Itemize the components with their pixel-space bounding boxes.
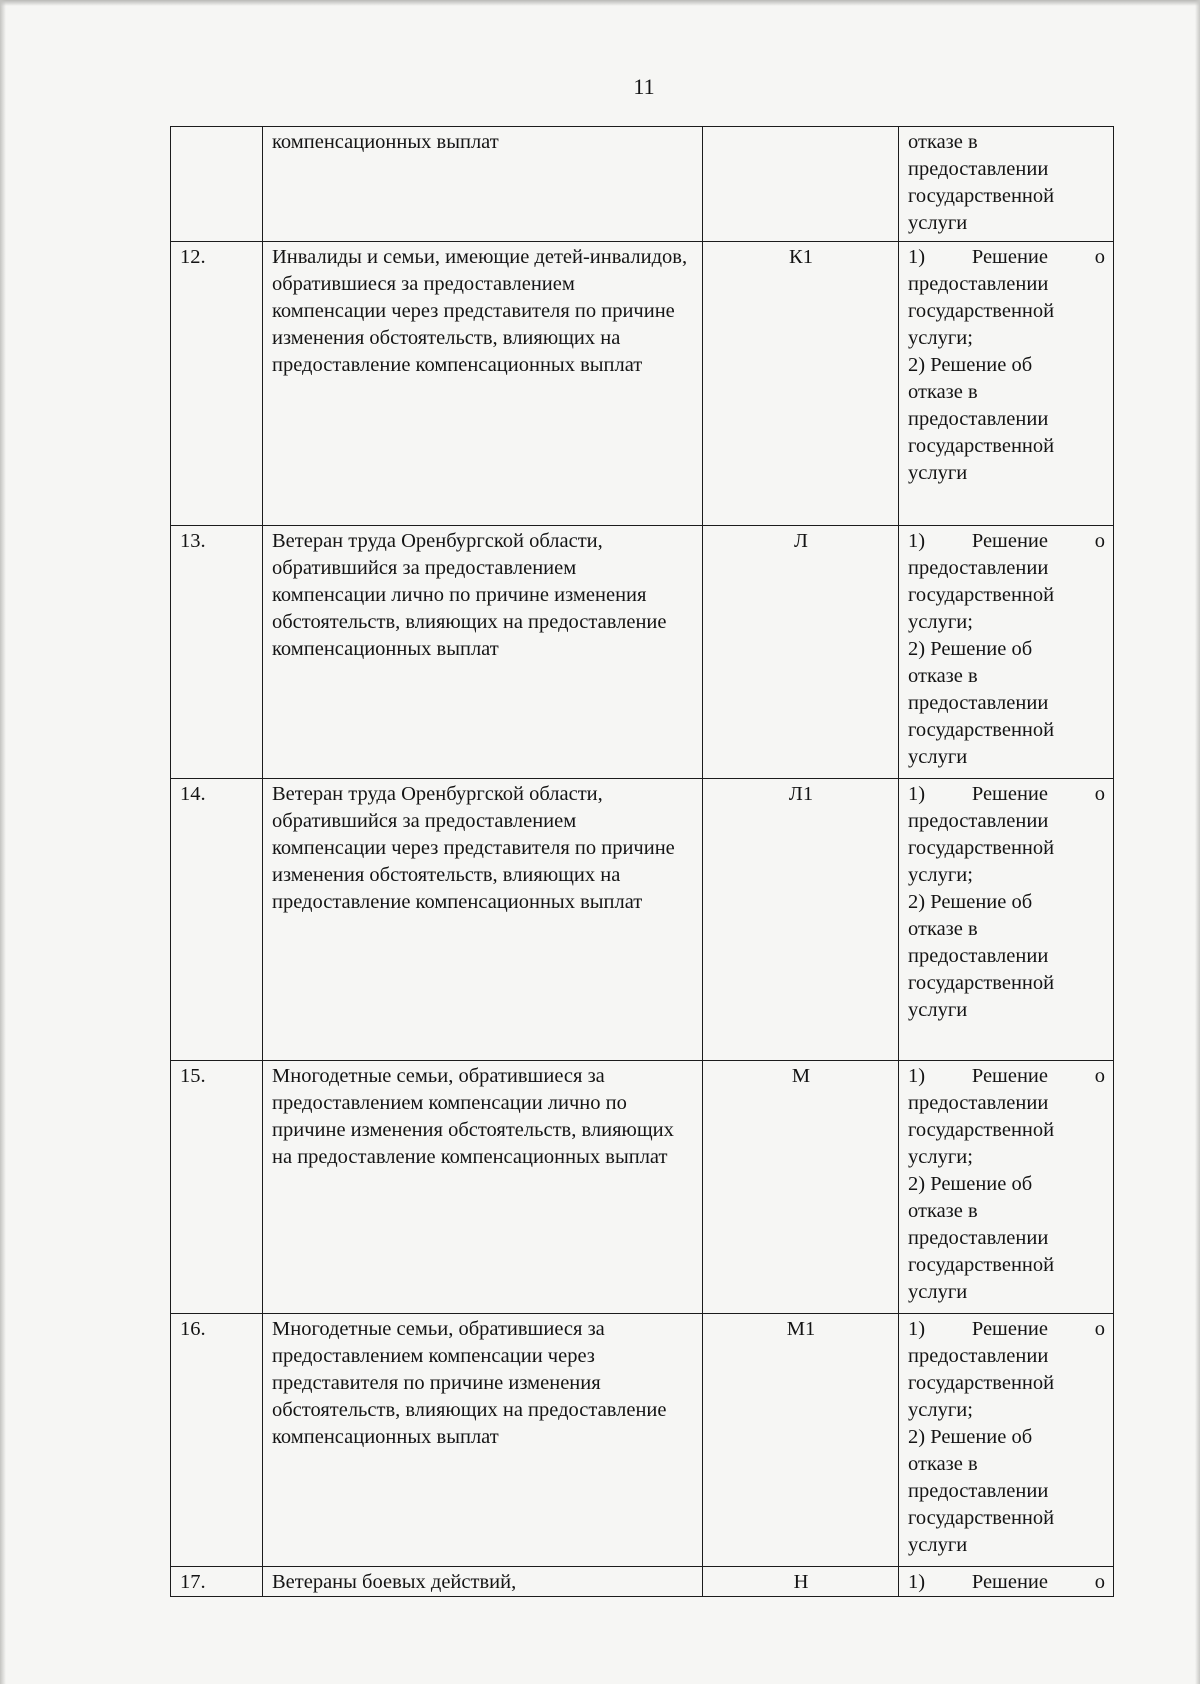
row-number: 14. [171, 779, 263, 1061]
row-number: 12. [171, 242, 263, 526]
result-line: отказе в [908, 918, 978, 940]
result-line: предоставлении [908, 1227, 1049, 1249]
applicant-category: Многодетные семьи, обратившиеся за предоставлением компенсации лично по причине изменения обстоятельств, влияющих на предоставление компенсационных выплат [263, 1061, 703, 1314]
result-line: услуги [908, 1281, 968, 1303]
scenario-code [703, 127, 899, 242]
result-line: государственной [908, 1507, 1055, 1529]
applicant-category: Многодетные семьи, обратившиеся за предоставлением компенсации через представителя по причине изменения обстоятельств, влияющих на предоставление компенсационных выплат [263, 1314, 703, 1567]
row-number: 13. [171, 526, 263, 779]
result-first-part: о [1094, 530, 1105, 552]
applicant-category: Ветеран труда Оренбургской области, обратившийся за предоставлением компенсации лично по причине изменения обстоятельств, влияющих на предоставление компенсационных выплат [263, 526, 703, 779]
service-result [899, 526, 1114, 779]
table-row [171, 1061, 1114, 1314]
result-line: отказе в [908, 1200, 978, 1222]
scan-shadow-left [0, 0, 6, 1684]
result-line: предоставлении [908, 273, 1049, 295]
result-first-part: о [1094, 1318, 1105, 1340]
scenario-code: Н [703, 1567, 899, 1597]
scan-shadow-right [1195, 0, 1200, 1684]
result-first-part: 1) [908, 530, 926, 552]
result-first-part: 1) [908, 1065, 926, 1087]
result-line: предоставлении [908, 1345, 1049, 1367]
result-first-line [908, 1569, 1105, 1596]
scenario-code: М [703, 1061, 899, 1314]
result-first-part: Решение [971, 783, 1048, 805]
result-line: государственной [908, 972, 1055, 994]
result-first-line [908, 781, 1105, 808]
result-first-part: Решение [971, 1571, 1048, 1593]
row-number: 15. [171, 1061, 263, 1314]
result-line: государственной [908, 1254, 1055, 1276]
result-first-line [908, 528, 1105, 555]
result-line: отказе в [908, 131, 978, 153]
result-first-part: 1) [908, 783, 926, 805]
result-line: предоставлении [908, 692, 1049, 714]
result-line: услуги; [908, 864, 973, 886]
scenario-code: Л [703, 526, 899, 779]
service-result [899, 1567, 1114, 1597]
result-line: предоставлении [908, 945, 1049, 967]
result-line: 2) Решение об [908, 354, 1033, 376]
row-number: 17. [171, 1567, 263, 1597]
result-first-part: 1) [908, 1571, 926, 1593]
services-table [170, 126, 1114, 1597]
result-line: услуги [908, 1534, 968, 1556]
result-line: государственной [908, 435, 1055, 457]
result-line: услуги; [908, 611, 973, 633]
result-first-part: о [1094, 1571, 1105, 1593]
table-row [171, 1314, 1114, 1567]
scenario-code: К1 [703, 242, 899, 526]
applicant-category: Инвалиды и семьи, имеющие детей-инвалидов, обратившиеся за предоставлением компенсации через представителя по причине изменения обстоятельств, влияющих на предоставление компенсационных выплат [263, 242, 703, 526]
row-number [171, 127, 263, 242]
result-first-part: 1) [908, 1318, 926, 1340]
table-row [171, 242, 1114, 526]
table-row [171, 1567, 1114, 1597]
table-row [171, 779, 1114, 1061]
result-first-part: Решение [971, 530, 1048, 552]
result-line: услуги; [908, 1399, 973, 1421]
result-line: 2) Решение об [908, 891, 1033, 913]
result-line: услуги [908, 462, 968, 484]
result-line: предоставлении [908, 1480, 1049, 1502]
service-result [899, 779, 1114, 1061]
result-first-line [908, 244, 1105, 271]
result-line: государственной [908, 837, 1055, 859]
service-result [899, 1061, 1114, 1314]
result-first-part: о [1094, 1065, 1105, 1087]
result-line: предоставлении [908, 557, 1049, 579]
result-line: отказе в [908, 1453, 978, 1475]
result-first-part: 1) [908, 246, 926, 268]
result-line: государственной [908, 1119, 1055, 1141]
result-line: предоставлении [908, 408, 1049, 430]
scenario-code: М1 [703, 1314, 899, 1567]
result-line: 2) Решение об [908, 1426, 1033, 1448]
result-line: услуги [908, 746, 968, 768]
applicant-category: Ветераны боевых действий, [263, 1567, 703, 1597]
table-row [171, 127, 1114, 242]
result-line: 2) Решение об [908, 638, 1033, 660]
service-result [899, 242, 1114, 526]
result-line: предоставлении [908, 158, 1049, 180]
service-result [899, 127, 1114, 242]
result-first-part: о [1094, 246, 1105, 268]
result-first-part: Решение [971, 1318, 1048, 1340]
result-first-line [908, 1063, 1105, 1090]
result-line: предоставлении [908, 810, 1049, 832]
result-line: услуги; [908, 327, 973, 349]
page-number: 11 [633, 74, 655, 99]
result-first-part: Решение [971, 1065, 1048, 1087]
result-line: государственной [908, 185, 1055, 207]
result-line: государственной [908, 584, 1055, 606]
result-line: услуги; [908, 1146, 973, 1168]
result-line: 2) Решение об [908, 1173, 1033, 1195]
result-line: услуги [908, 999, 968, 1021]
applicant-category: Ветеран труда Оренбургской области, обратившийся за предоставлением компенсации через представителя по причине изменения обстоятельств, влияющих на предоставление компенсационных выплат [263, 779, 703, 1061]
applicant-category: компенсационных выплат [263, 127, 703, 242]
result-line: государственной [908, 300, 1055, 322]
result-line: отказе в [908, 381, 978, 403]
result-line: государственной [908, 1372, 1055, 1394]
service-result [899, 1314, 1114, 1567]
result-first-line [908, 1316, 1105, 1343]
result-line: услуги [908, 212, 968, 234]
result-first-part: о [1094, 783, 1105, 805]
scenario-code: Л1 [703, 779, 899, 1061]
row-number: 16. [171, 1314, 263, 1567]
table-row [171, 526, 1114, 779]
result-line: государственной [908, 719, 1055, 741]
result-line: предоставлении [908, 1092, 1049, 1114]
scan-shadow-top [0, 0, 1200, 6]
result-first-part: Решение [971, 246, 1048, 268]
result-line: отказе в [908, 665, 978, 687]
